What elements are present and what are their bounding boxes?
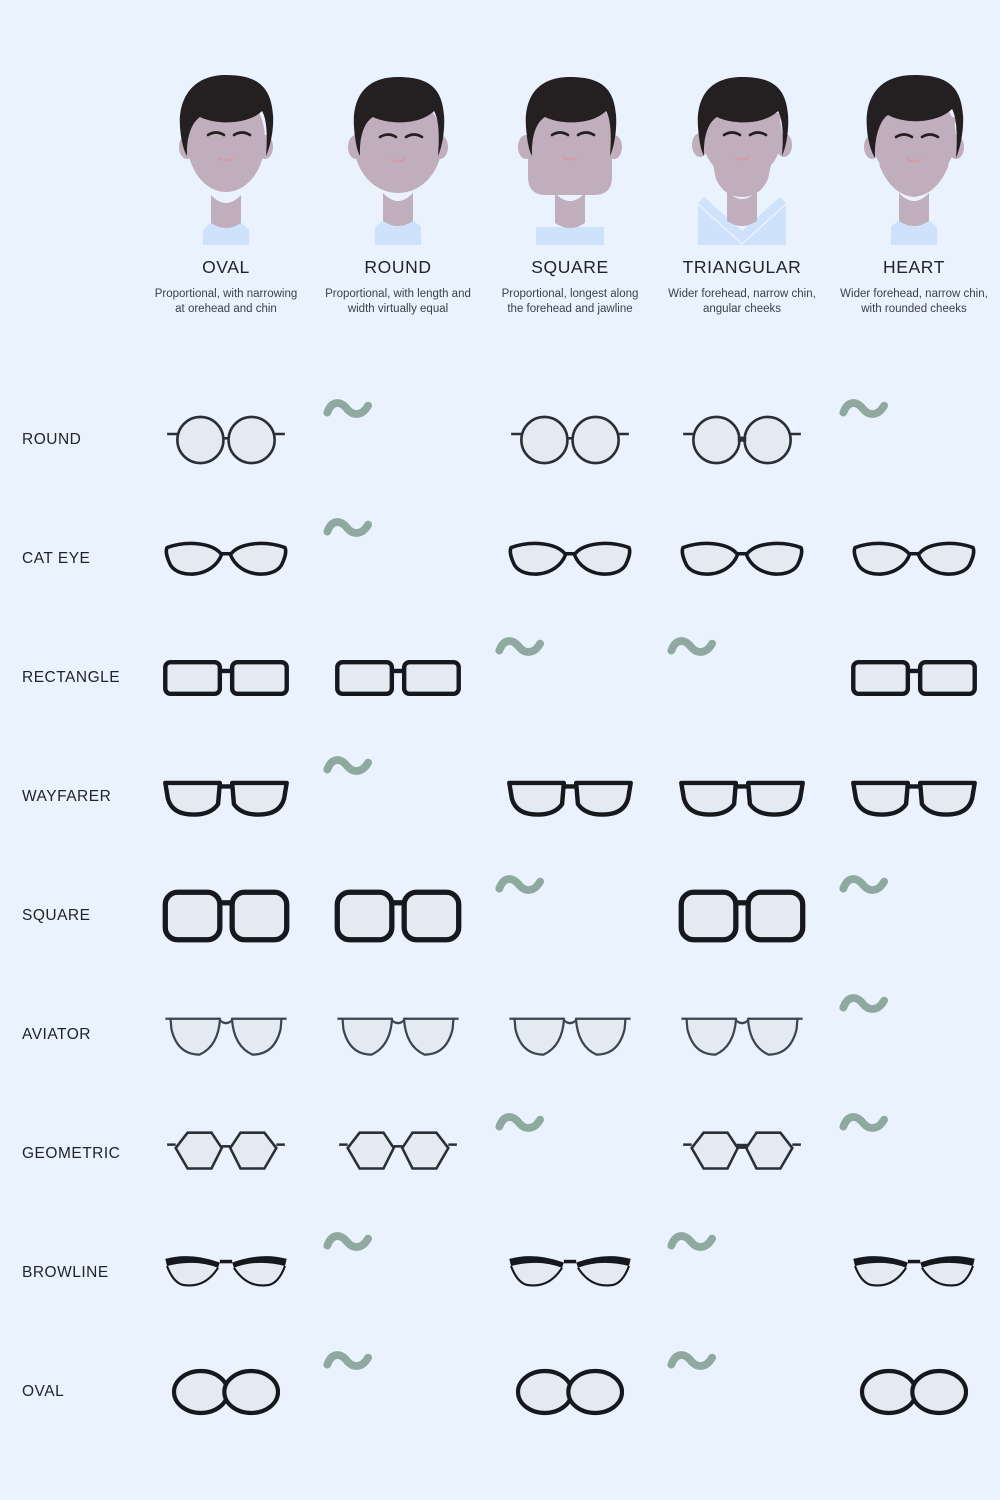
- cell-oval-heart: [828, 1349, 1000, 1435]
- frame-style-grid: [0, 380, 1000, 1451]
- squiggle-icon: [323, 516, 473, 602]
- cell-cat-eye-oval: [140, 516, 312, 602]
- face-column-round: [312, 55, 484, 317]
- cell-rectangle-square: [484, 635, 656, 721]
- cell-aviator-round: [312, 992, 484, 1078]
- face-illustration-heart: [844, 55, 984, 245]
- glasses-icon: [151, 516, 301, 602]
- glasses-icon: [667, 397, 817, 483]
- glasses-icon: [495, 516, 645, 602]
- squiggle-icon: [323, 754, 473, 840]
- glasses-icon: [667, 754, 817, 840]
- face-illustration-square: [500, 55, 640, 245]
- glasses-icon: [495, 992, 645, 1078]
- squiggle-icon: [495, 873, 645, 959]
- glasses-icon: [839, 754, 989, 840]
- row-label-geometric: GEOMETRIC: [22, 1144, 121, 1162]
- squiggle-icon: [495, 635, 645, 721]
- cell-browline-triangular: [656, 1230, 828, 1316]
- face-illustration-round: [328, 55, 468, 245]
- grid-row-browline: [0, 1213, 1000, 1332]
- cell-square-heart: [828, 873, 1000, 959]
- cell-geometric-square: [484, 1111, 656, 1197]
- cell-geometric-oval: [140, 1111, 312, 1197]
- cell-aviator-triangular: [656, 992, 828, 1078]
- face-name-oval: OVAL: [202, 257, 250, 277]
- glasses-icon: [323, 992, 473, 1078]
- glasses-icon: [151, 1230, 301, 1316]
- row-label-cat-eye: CAT EYE: [22, 549, 91, 567]
- glasses-icon: [151, 754, 301, 840]
- glasses-icon: [323, 1111, 473, 1197]
- glasses-icon: [151, 873, 301, 959]
- cell-geometric-round: [312, 1111, 484, 1197]
- face-name-heart: HEART: [883, 257, 945, 277]
- face-column-oval: [140, 55, 312, 317]
- face-name-triangular: TRIANGULAR: [682, 257, 802, 277]
- cell-wayfarer-triangular: [656, 754, 828, 840]
- squiggle-icon: [839, 1111, 989, 1197]
- cell-square-oval: [140, 873, 312, 959]
- face-description-triangular: Wider forehead, narrow chin, angular cheeks: [668, 288, 816, 315]
- cell-cat-eye-triangular: [656, 516, 828, 602]
- cell-wayfarer-oval: [140, 754, 312, 840]
- squiggle-icon: [839, 873, 989, 959]
- squiggle-icon: [323, 1349, 473, 1435]
- face-column-triangular: [656, 55, 828, 317]
- cell-wayfarer-round: [312, 754, 484, 840]
- glasses-icon: [839, 635, 989, 721]
- face-column-square: [484, 55, 656, 317]
- glasses-icon: [839, 516, 989, 602]
- squiggle-icon: [667, 1230, 817, 1316]
- cell-round-oval: [140, 397, 312, 483]
- face-illustration-oval: [156, 55, 296, 245]
- glasses-icon: [151, 1349, 301, 1435]
- face-column-heart: [828, 55, 1000, 317]
- cell-browline-oval: [140, 1230, 312, 1316]
- cell-oval-round: [312, 1349, 484, 1435]
- face-description-heart: Wider forehead, narrow chin, with rounded cheeks: [840, 288, 988, 315]
- cell-geometric-triangular: [656, 1111, 828, 1197]
- cell-oval-oval: [140, 1349, 312, 1435]
- cell-wayfarer-heart: [828, 754, 1000, 840]
- squiggle-icon: [667, 1349, 817, 1435]
- glasses-icon: [151, 635, 301, 721]
- row-label-wayfarer: WAYFARER: [22, 787, 112, 805]
- cell-cat-eye-heart: [828, 516, 1000, 602]
- glasses-icon: [495, 397, 645, 483]
- grid-row-rectangle: [0, 618, 1000, 737]
- cell-square-round: [312, 873, 484, 959]
- squiggle-icon: [323, 397, 473, 483]
- cell-aviator-oval: [140, 992, 312, 1078]
- glasses-icon: [839, 1349, 989, 1435]
- row-label-aviator: AVIATOR: [22, 1025, 91, 1043]
- face-name-square: SQUARE: [531, 257, 609, 277]
- cell-aviator-square: [484, 992, 656, 1078]
- glasses-icon: [667, 992, 817, 1078]
- squiggle-icon: [323, 1230, 473, 1316]
- cell-round-round: [312, 397, 484, 483]
- row-label-oval: OVAL: [22, 1382, 65, 1400]
- face-description-oval: Proportional, with narrowing at orehead and chin: [154, 288, 298, 315]
- glasses-icon: [495, 1349, 645, 1435]
- cell-oval-square: [484, 1349, 656, 1435]
- cell-wayfarer-square: [484, 754, 656, 840]
- cell-browline-round: [312, 1230, 484, 1316]
- row-label-rectangle: RECTANGLE: [22, 668, 121, 686]
- cell-geometric-heart: [828, 1111, 1000, 1197]
- cell-cat-eye-square: [484, 516, 656, 602]
- squiggle-icon: [839, 992, 989, 1078]
- glasses-icon: [151, 397, 301, 483]
- glasses-icon: [839, 1230, 989, 1316]
- grid-row-aviator: [0, 975, 1000, 1094]
- row-label-browline: BROWLINE: [22, 1263, 109, 1281]
- glasses-icon: [667, 873, 817, 959]
- cell-browline-heart: [828, 1230, 1000, 1316]
- grid-row-cat-eye: [0, 499, 1000, 618]
- glasses-icon: [323, 873, 473, 959]
- squiggle-icon: [839, 397, 989, 483]
- cell-browline-square: [484, 1230, 656, 1316]
- glasses-icon: [151, 1111, 301, 1197]
- row-label-square: SQUARE: [22, 906, 91, 924]
- cell-rectangle-oval: [140, 635, 312, 721]
- glasses-icon: [495, 1230, 645, 1316]
- cell-cat-eye-round: [312, 516, 484, 602]
- grid-row-oval: [0, 1332, 1000, 1451]
- face-illustration-triangular: [672, 55, 812, 245]
- squiggle-icon: [495, 1111, 645, 1197]
- face-name-round: ROUND: [364, 257, 432, 277]
- glasses-icon: [667, 516, 817, 602]
- glasses-icon: [667, 1111, 817, 1197]
- grid-row-square: [0, 856, 1000, 975]
- cell-round-heart: [828, 397, 1000, 483]
- cell-round-square: [484, 397, 656, 483]
- glasses-icon: [495, 754, 645, 840]
- squiggle-icon: [667, 635, 817, 721]
- cell-rectangle-heart: [828, 635, 1000, 721]
- grid-row-geometric: [0, 1094, 1000, 1213]
- cell-round-triangular: [656, 397, 828, 483]
- cell-square-square: [484, 873, 656, 959]
- cell-rectangle-round: [312, 635, 484, 721]
- face-description-round: Proportional, with length and width virtually equal: [325, 288, 471, 315]
- row-label-round: ROUND: [22, 430, 82, 448]
- glasses-icon: [151, 992, 301, 1078]
- cell-aviator-heart: [828, 992, 1000, 1078]
- glasses-icon: [323, 635, 473, 721]
- grid-row-round: [0, 380, 1000, 499]
- cell-rectangle-triangular: [656, 635, 828, 721]
- face-shapes-header: [140, 55, 1000, 317]
- grid-row-wayfarer: [0, 737, 1000, 856]
- face-description-square: Proportional, longest along the forehead and jawline: [501, 288, 639, 315]
- cell-square-triangular: [656, 873, 828, 959]
- cell-oval-triangular: [656, 1349, 828, 1435]
